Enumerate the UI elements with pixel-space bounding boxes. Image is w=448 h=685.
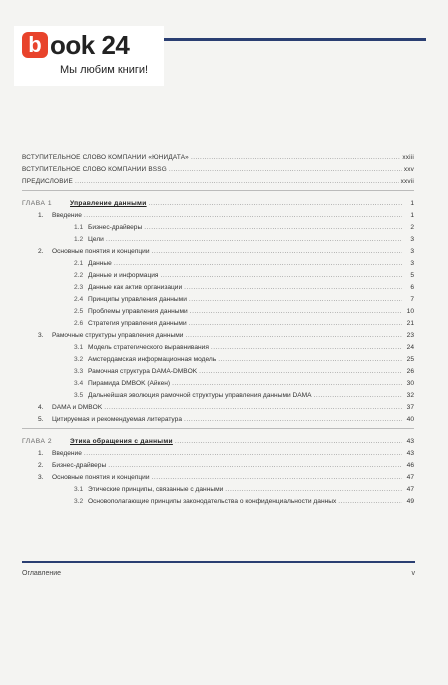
- leader-dots: [199, 366, 402, 378]
- toc-entry-number: 3.1: [74, 344, 84, 351]
- toc-front-item[interactable]: [22, 152, 414, 164]
- toc-entry[interactable]: [22, 246, 414, 258]
- chapter-title: Этика обращения с данными: [70, 438, 173, 445]
- toc-entry[interactable]: [22, 210, 414, 222]
- toc-page: 1: [410, 212, 414, 219]
- toc-entry[interactable]: [22, 354, 414, 366]
- toc-entry[interactable]: [22, 402, 414, 414]
- toc-label: Цели: [88, 236, 104, 243]
- toc-page: 30: [406, 380, 414, 387]
- leader-dots: [186, 330, 403, 342]
- toc-page: 49: [406, 498, 414, 505]
- toc-entry-number: 1.1: [74, 224, 84, 231]
- toc-page: 43: [406, 438, 414, 445]
- leader-dots: [191, 152, 400, 164]
- toc-chapter-1[interactable]: [22, 198, 414, 210]
- toc-label: ВСТУПИТЕЛЬНОЕ СЛОВО КОМПАНИИ BSSG: [22, 166, 167, 173]
- leader-dots: [169, 164, 402, 176]
- toc-page: 6: [410, 284, 414, 291]
- toc-entry-number: 2.: [38, 248, 44, 255]
- toc-entry-number: 3.2: [74, 498, 84, 505]
- toc-page: 5: [410, 272, 414, 279]
- leader-dots: [184, 414, 402, 426]
- chapter-number: ГЛАВА 2: [22, 438, 53, 445]
- leader-dots: [84, 448, 402, 460]
- chapter-number: ГЛАВА 1: [22, 200, 53, 207]
- leader-dots: [338, 496, 402, 508]
- toc-entry[interactable]: [22, 330, 414, 342]
- leader-dots: [114, 258, 402, 270]
- footer-page-number: v: [411, 570, 415, 577]
- leader-dots: [75, 176, 399, 188]
- leader-dots: [152, 246, 402, 258]
- toc-entry-number: 2.5: [74, 308, 84, 315]
- toc-entry[interactable]: [22, 496, 414, 508]
- toc-page: 3: [410, 236, 414, 243]
- toc-label: Данные и информация: [88, 272, 159, 279]
- leader-dots: [175, 436, 402, 448]
- toc-entry-number: 1.: [38, 450, 44, 457]
- toc-label: Введение: [52, 450, 82, 457]
- toc-entry[interactable]: [22, 270, 414, 282]
- toc-entry[interactable]: [22, 366, 414, 378]
- toc-page: 2: [410, 224, 414, 231]
- toc-entry[interactable]: [22, 390, 414, 402]
- toc-page: 23: [406, 332, 414, 339]
- leader-dots: [106, 234, 402, 246]
- toc-entry[interactable]: [22, 342, 414, 354]
- toc-entry-number: 2.1: [74, 260, 84, 267]
- leader-dots: [160, 270, 402, 282]
- logo-badge: b: [22, 32, 48, 58]
- leader-dots: [172, 378, 402, 390]
- chapter-title: Управление данными: [70, 200, 147, 207]
- leader-dots: [108, 460, 402, 472]
- toc-entry[interactable]: [22, 448, 414, 460]
- bottom-rule: [22, 561, 415, 563]
- toc-entry[interactable]: [22, 318, 414, 330]
- leader-dots: [149, 198, 402, 210]
- toc-page: 47: [406, 486, 414, 493]
- toc-entry-number: 2.6: [74, 320, 84, 327]
- toc-chapter-2[interactable]: [22, 436, 414, 448]
- toc-entry-number: 3.1: [74, 486, 84, 493]
- toc-page: 1: [410, 200, 414, 207]
- toc-entry[interactable]: [22, 472, 414, 484]
- toc-entry-number: 4.: [38, 404, 44, 411]
- toc-label: Бизнес-драйверы: [88, 224, 143, 231]
- toc-page: 40: [406, 416, 414, 423]
- toc-entry-number: 3.: [38, 332, 44, 339]
- toc-page: 43: [406, 450, 414, 457]
- toc-entry-number: 3.2: [74, 356, 84, 363]
- leader-dots: [189, 318, 402, 330]
- toc-entry[interactable]: [22, 414, 414, 426]
- toc-entry[interactable]: [22, 294, 414, 306]
- toc-entry-number: 3.: [38, 474, 44, 481]
- toc-label: Проблемы управления данными: [88, 308, 188, 315]
- toc-page: 10: [406, 308, 414, 315]
- toc-entry-number: 3.4: [74, 380, 84, 387]
- toc-entry-number: 2.3: [74, 284, 84, 291]
- toc-entry[interactable]: [22, 460, 414, 472]
- toc-label: Этические принципы, связанные с данными: [88, 486, 224, 493]
- leader-dots: [84, 210, 402, 222]
- toc-entry[interactable]: [22, 484, 414, 496]
- toc-entry[interactable]: [22, 378, 414, 390]
- table-of-contents: [22, 152, 414, 508]
- footer-section: Оглавление: [22, 570, 62, 577]
- leader-dots: [144, 222, 402, 234]
- book24-logo[interactable]: [14, 26, 164, 86]
- top-rule: [160, 38, 426, 41]
- chapter-1-entries: [22, 210, 414, 426]
- toc-entry-number: 2.2: [74, 272, 84, 279]
- toc-label: DAMA и DMBOK: [52, 404, 103, 411]
- toc-page: xxvii: [400, 178, 414, 185]
- chapter-2-entries: [22, 448, 414, 508]
- toc-label: Данные как актив организации: [88, 284, 183, 291]
- toc-page: 7: [410, 296, 414, 303]
- toc-label: ПРЕДИСЛОВИЕ: [22, 178, 73, 185]
- toc-page: 32: [406, 392, 414, 399]
- toc-label: Основополагающие принципы законодательства о конфиденциальности данных: [88, 498, 337, 505]
- toc-label: Рамочные структуры управления данными: [52, 332, 184, 339]
- toc-entry[interactable]: [22, 234, 414, 246]
- leader-dots: [211, 342, 402, 354]
- toc-label: Введение: [52, 212, 82, 219]
- toc-front-item[interactable]: [22, 164, 414, 176]
- logo-tagline: Мы любим книги!: [60, 64, 149, 76]
- toc-page: 25: [406, 356, 414, 363]
- leader-dots: [225, 484, 402, 496]
- toc-entry[interactable]: [22, 258, 414, 270]
- toc-page: 26: [406, 368, 414, 375]
- divider: [22, 428, 414, 429]
- toc-label: Рамочная структура DAMA-DMBOK: [88, 368, 198, 375]
- leader-dots: [189, 294, 402, 306]
- toc-label: Дальнейшая эволюция рамочной структуры управления данными DAMA: [88, 392, 312, 399]
- toc-entry-number: 2.: [38, 462, 44, 469]
- toc-entry-number: 5.: [38, 416, 44, 423]
- leader-dots: [152, 472, 402, 484]
- toc-label: Модель стратегического выравнивания: [88, 344, 209, 351]
- toc-entry[interactable]: [22, 306, 414, 318]
- toc-entry[interactable]: [22, 222, 414, 234]
- toc-entry-number: 1.2: [74, 236, 84, 243]
- toc-page: 3: [410, 260, 414, 267]
- toc-page: xxv: [403, 166, 414, 173]
- toc-label: Основные понятия и концепции: [52, 248, 150, 255]
- toc-label: Амстердамская информационная модель: [88, 356, 217, 363]
- logo-wordmark: ook 24: [50, 30, 130, 60]
- divider: [22, 190, 414, 191]
- toc-entry-number: 3.3: [74, 368, 84, 375]
- toc-page: 3: [410, 248, 414, 255]
- toc-entry-number: 3.5: [74, 392, 84, 399]
- toc-entry-number: 1.: [38, 212, 44, 219]
- leader-dots: [218, 354, 402, 366]
- toc-page: 37: [406, 404, 414, 411]
- toc-entry[interactable]: [22, 282, 414, 294]
- toc-label: Стратегия управления данными: [88, 320, 187, 327]
- toc-page: 47: [406, 474, 414, 481]
- toc-front-item[interactable]: [22, 176, 414, 188]
- toc-label: ВСТУПИТЕЛЬНОЕ СЛОВО КОМПАНИИ «ЮНИДАТА»: [22, 154, 189, 161]
- toc-label: Данные: [88, 260, 112, 267]
- toc-label: Бизнес-драйверы: [52, 462, 107, 469]
- toc-label: Пирамида DMBOK (Айкен): [88, 380, 171, 387]
- toc-page: 24: [406, 344, 414, 351]
- leader-dots: [314, 390, 402, 402]
- toc-label: Принципы управления данными: [88, 296, 187, 303]
- leader-dots: [104, 402, 402, 414]
- toc-label: Цитируемая и рекомендуемая литература: [52, 416, 182, 423]
- toc-label: Основные понятия и концепции: [52, 474, 150, 481]
- toc-page: 21: [406, 320, 414, 327]
- toc-page: xxiii: [402, 154, 414, 161]
- page-footer: [22, 570, 415, 577]
- toc-page: 46: [406, 462, 414, 469]
- leader-dots: [184, 282, 402, 294]
- leader-dots: [190, 306, 402, 318]
- toc-entry-number: 2.4: [74, 296, 84, 303]
